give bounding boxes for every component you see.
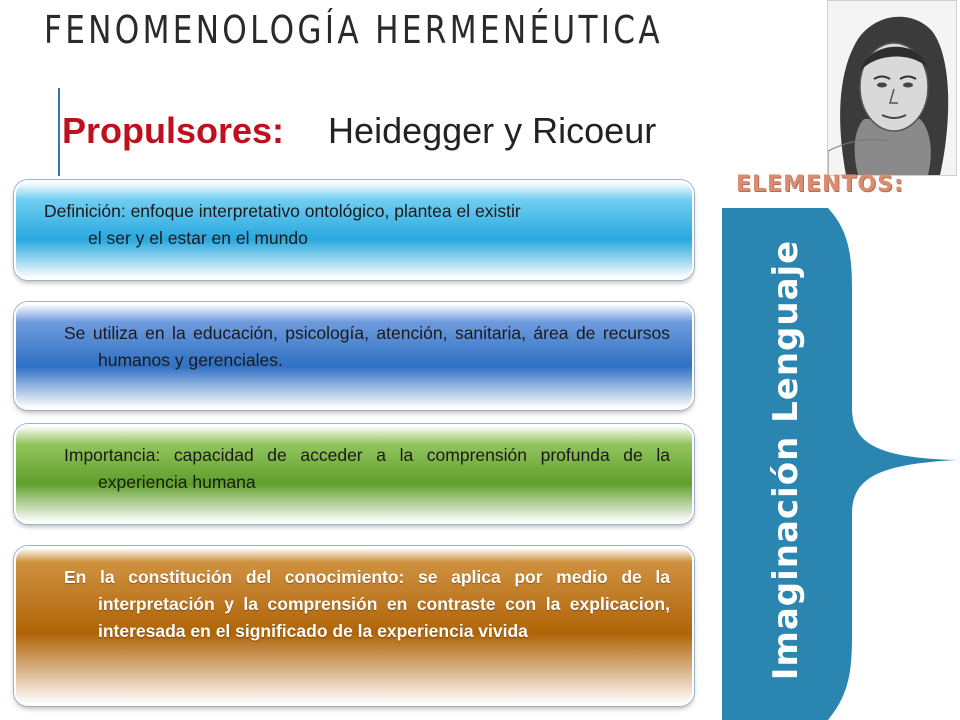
elements-vertical-label: Imaginación Lenguaje xyxy=(766,239,806,681)
definition-text-line-1: Definición: enfoque interpretativo ontológico, plantea el existir xyxy=(44,201,521,221)
curly-brace-shape xyxy=(718,208,960,720)
propulsores-names: Heidegger y Ricoeur xyxy=(328,110,657,151)
importance-text: Importancia: capacidad de acceder a la comprensión profunda de la experiencia humana xyxy=(64,445,670,492)
portrait-sketch-icon xyxy=(828,1,956,175)
definition-text-line-2: el ser y el estar en el mundo xyxy=(88,228,308,248)
knowledge-text: En la constitución del conocimiento: se aplica por medio de la interpretación y la comprensión en contraste con la explicacion, interesada en el significado de la experiencia vivida xyxy=(64,567,670,641)
slide-title: FENOMENOLOGÍA HERMENÉUTICA xyxy=(44,8,663,52)
importance-box xyxy=(14,424,694,524)
usage-box xyxy=(14,302,694,410)
title-divider-line xyxy=(58,88,60,176)
propulsores-label: Propulsores: xyxy=(62,110,285,151)
definition-box xyxy=(14,180,694,280)
elementos-heading: ELEMENTOS: xyxy=(736,172,904,197)
usage-text: Se utiliza en la educación, psicología, atención, sanitaria, área de recursos humanos y gerenciales. xyxy=(64,323,670,370)
propulsores-line xyxy=(62,110,656,152)
knowledge-box xyxy=(14,546,694,706)
portrait-sketch-image xyxy=(827,0,957,176)
